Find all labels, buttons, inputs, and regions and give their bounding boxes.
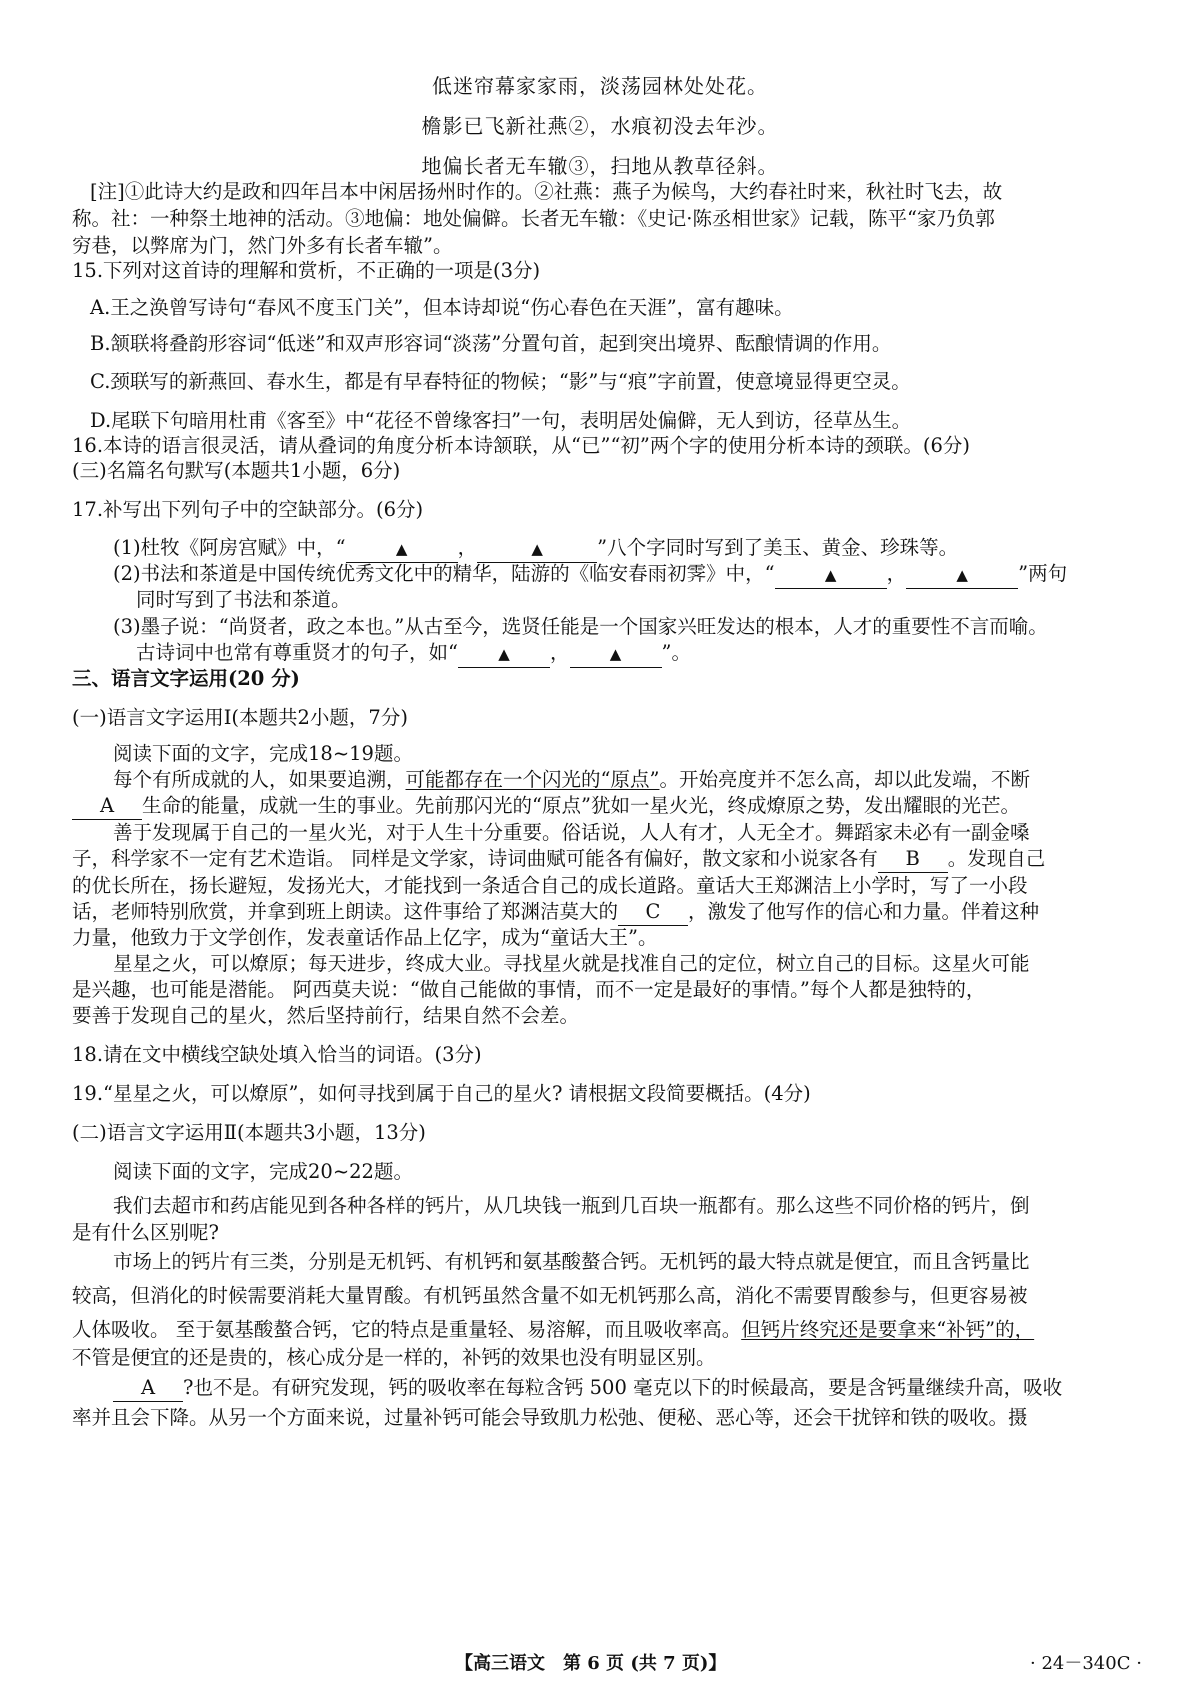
note-line-1: [注]①此诗大约是政和四年吕本中闲居扬州时作的。②社燕：燕子为候鸟，大约春社时来，秋社时飞去，故 — [90, 180, 1003, 203]
q15-option-d: D.尾联下句暗用杜甫《客至》中“花径不曾缘客扫”一句，表明居处偏僻，无人到访，径草丛生。 — [90, 409, 912, 432]
q15-option-a: A.王之涣曾写诗句“春风不度玉门关”，但本诗却说“伤心春色在天涯”，富有趣味。 — [90, 296, 794, 319]
sub2-para2-line2: 较高，但消化的时候需要消耗大量胃酸。有机钙虽然含量不如无机钙那么高，消化不需要胃酸参与，但更容易被 — [72, 1284, 1028, 1307]
sub2-para2-line1: 市场上的钙片有三类，分别是无机钙、有机钙和氨基酸螯合钙。无机钙的最大特点就是便宜，而且含钙量比 — [113, 1250, 1030, 1273]
sub2-para2-line3: 人体吸收。 至于氨基酸螯合钙，它的特点是重量轻、易溶解，而且吸收率高。但钙片终究还是要拿来“补钙”的， — [72, 1318, 1035, 1341]
q15-option-b: B.颔联将叠韵形容词“低迷”和双声形容词“淡荡”分置句首，起到突出境界、酝酿情调的作用。 — [90, 332, 892, 355]
q16-stem: 16.本诗的语言很灵活，请从叠词的角度分析本诗颔联，从“已”“初”两个字的使用分析本诗的颈联。(6分) — [72, 434, 971, 457]
sub1-para1-line2: A 生命的能量，成就一生的事业。先前那闪光的“原点”犹如一星火光，终成燎原之势，发出耀眼的光芒。 — [72, 793, 1132, 820]
poem-line-3: 地偏长者无车辙③，扫地从教草径斜。 — [421, 154, 779, 178]
q15-option-c: C.颈联写的新燕回、春水生，都是有早春特征的物候；“影”与“痕”字前置，使意境显得更空灵。 — [90, 370, 911, 393]
sub2-intro: 阅读下面的文字，完成20~22题。 — [113, 1160, 413, 1183]
sub2-para3-line2: 率并且会下降。从另一个方面来说，过量补钙可能会导致肌力松弛、便秘、恶心等，还会干扰锌和铁的吸收。摄 — [72, 1406, 1028, 1429]
poem-line-2: 檐影已飞新社燕②，水痕初没去年沙。 — [421, 114, 779, 138]
underlined-sentence-2: 但钙片终究还是要拿来“补钙”的， — [741, 1318, 1035, 1341]
blank-a-2: A — [113, 1375, 183, 1402]
q17-item-2: (2)书法和茶道是中国传统优秀文化中的精华，陆游的《临安春雨初霁》中，“ ▲ ， ▲ ”两句 — [113, 561, 1173, 589]
sub1-para3-line2: 是兴趣，也可能是潜能。 阿西莫夫说：“做自己能做的事情，而不一定是最好的事情。”每个人都是独特的， — [72, 978, 986, 1001]
sub1-para2-line2: 子，科学家不一定有艺术造诣。 同样是文学家，诗词曲赋可能各有偏好，散文家和小说家各有 B 。发现自己 — [72, 846, 1132, 873]
note-line-3: 穷巷，以弊席为门，然门外多有长者车辙”。 — [72, 234, 453, 257]
poem-line-1: 低迷帘幕家家雨，淡荡园林处处花。 — [432, 74, 768, 98]
footer-page-info: 【高三语文 第 6 页 (共 7 页)】 — [455, 1653, 727, 1674]
q17-item-2-cont: 同时写到了书法和茶道。 — [136, 588, 351, 611]
sub1-title: (一)语言文字运用Ⅰ(本题共2小题，7分) — [72, 706, 408, 729]
q17-item-3-cont: 古诗词中也常有尊重贤才的句子，如“ ▲ ， ▲ ”。 — [136, 640, 1196, 668]
sub1-para1-line1: 每个有所成就的人，如果要追溯，可能都存在一个闪光的“原点”。开始亮度并不怎么高，却以此发端，不断 — [113, 768, 1030, 791]
q18-stem: 18.请在文中横线空缺处填入恰当的词语。(3分) — [72, 1043, 482, 1066]
sub1-para2-line3: 的优长所在，扬长避短，发扬光大，才能找到一条适合自己的成长道路。童话大王郑渊洁上小学时，写了一小段 — [72, 874, 1028, 897]
sub1-para2-line5: 力量，他致力于文学创作，发表童话作品上亿字，成为“童话大王”。 — [72, 926, 658, 949]
underlined-sentence: 可能都存在一个闪光的“原点” — [405, 768, 660, 791]
q15-stem: 15.下列对这首诗的理解和赏析，不正确的一项是(3分) — [72, 259, 541, 282]
section-3-title: (三)名篇名句默写(本题共1小题，6分) — [72, 459, 401, 482]
sub1-para3-line1: 星星之火，可以燎原；每天进步，终成大业。寻找星火就是找准自己的定位，树立自己的目标。这星火可能 — [113, 952, 1030, 975]
sub2-para1-line2: 是有什么区别呢? — [72, 1221, 219, 1244]
sub2-para2-line4: 不管是便宜的还是贵的，核心成分是一样的，补钙的效果也没有明显区别。 — [72, 1346, 716, 1369]
part-3-title: 三、语言文字运用(20 分) — [72, 667, 300, 690]
blank-c: C — [618, 899, 688, 926]
q17-item-1: (1)杜牧《阿房宫赋》中，“ ▲ ， ▲ ”八个字同时写到了美玉、黄金、珍珠等。 — [113, 535, 1173, 563]
sub2-para3-line1: A ?也不是。有研究发现，钙的吸收率在每粒含钙 500 毫克以下的时候最高，要是含钙量继续升高，吸收 — [113, 1375, 1173, 1402]
q17-item-3: (3)墨子说：“尚贤者，政之本也。”从古至今，选贤任能是一个国家兴旺发达的根本，人才的重要性不言而喻。 — [113, 615, 1048, 638]
sub2-para1-line1: 我们去超市和药店能见到各种各样的钙片，从几块钱一瓶到几百块一瓶都有。那么这些不同价格的钙片，倒 — [113, 1194, 1030, 1217]
q19-stem: 19.“星星之火，可以燎原”，如何寻找到属于自己的星火? 请根据文段简要概括。(4分) — [72, 1082, 811, 1105]
sub2-title: (二)语言文字运用Ⅱ(本题共3小题，13分) — [72, 1121, 426, 1144]
sub1-para2-line1: 善于发现属于自己的一星火光，对于人生十分重要。俗话说，人人有才，人无全才。舞蹈家未必有一副金嗓 — [113, 821, 1030, 844]
sub1-para2-line4: 话，老师特别欣赏，并拿到班上朗读。这件事给了郑渊洁莫大的 C ，激发了他写作的信心和力量。伴着这种 — [72, 899, 1132, 926]
footer-code: · 24－340C · — [1030, 1653, 1142, 1674]
blank-b: B — [878, 846, 948, 873]
sub1-para3-line3: 要善于发现自己的星火，然后坚持前行，结果自然不会差。 — [72, 1004, 580, 1027]
sub1-intro: 阅读下面的文字，完成18~19题。 — [113, 742, 413, 765]
q17-stem: 17.补写出下列句子中的空缺部分。(6分) — [72, 498, 424, 521]
blank-a: A — [72, 793, 142, 820]
note-line-2: 称。社：一种祭土地神的活动。③地偏：地处偏僻。长者无车辙：《史记·陈丞相世家》记载，陈平“家乃负郭 — [72, 207, 995, 230]
